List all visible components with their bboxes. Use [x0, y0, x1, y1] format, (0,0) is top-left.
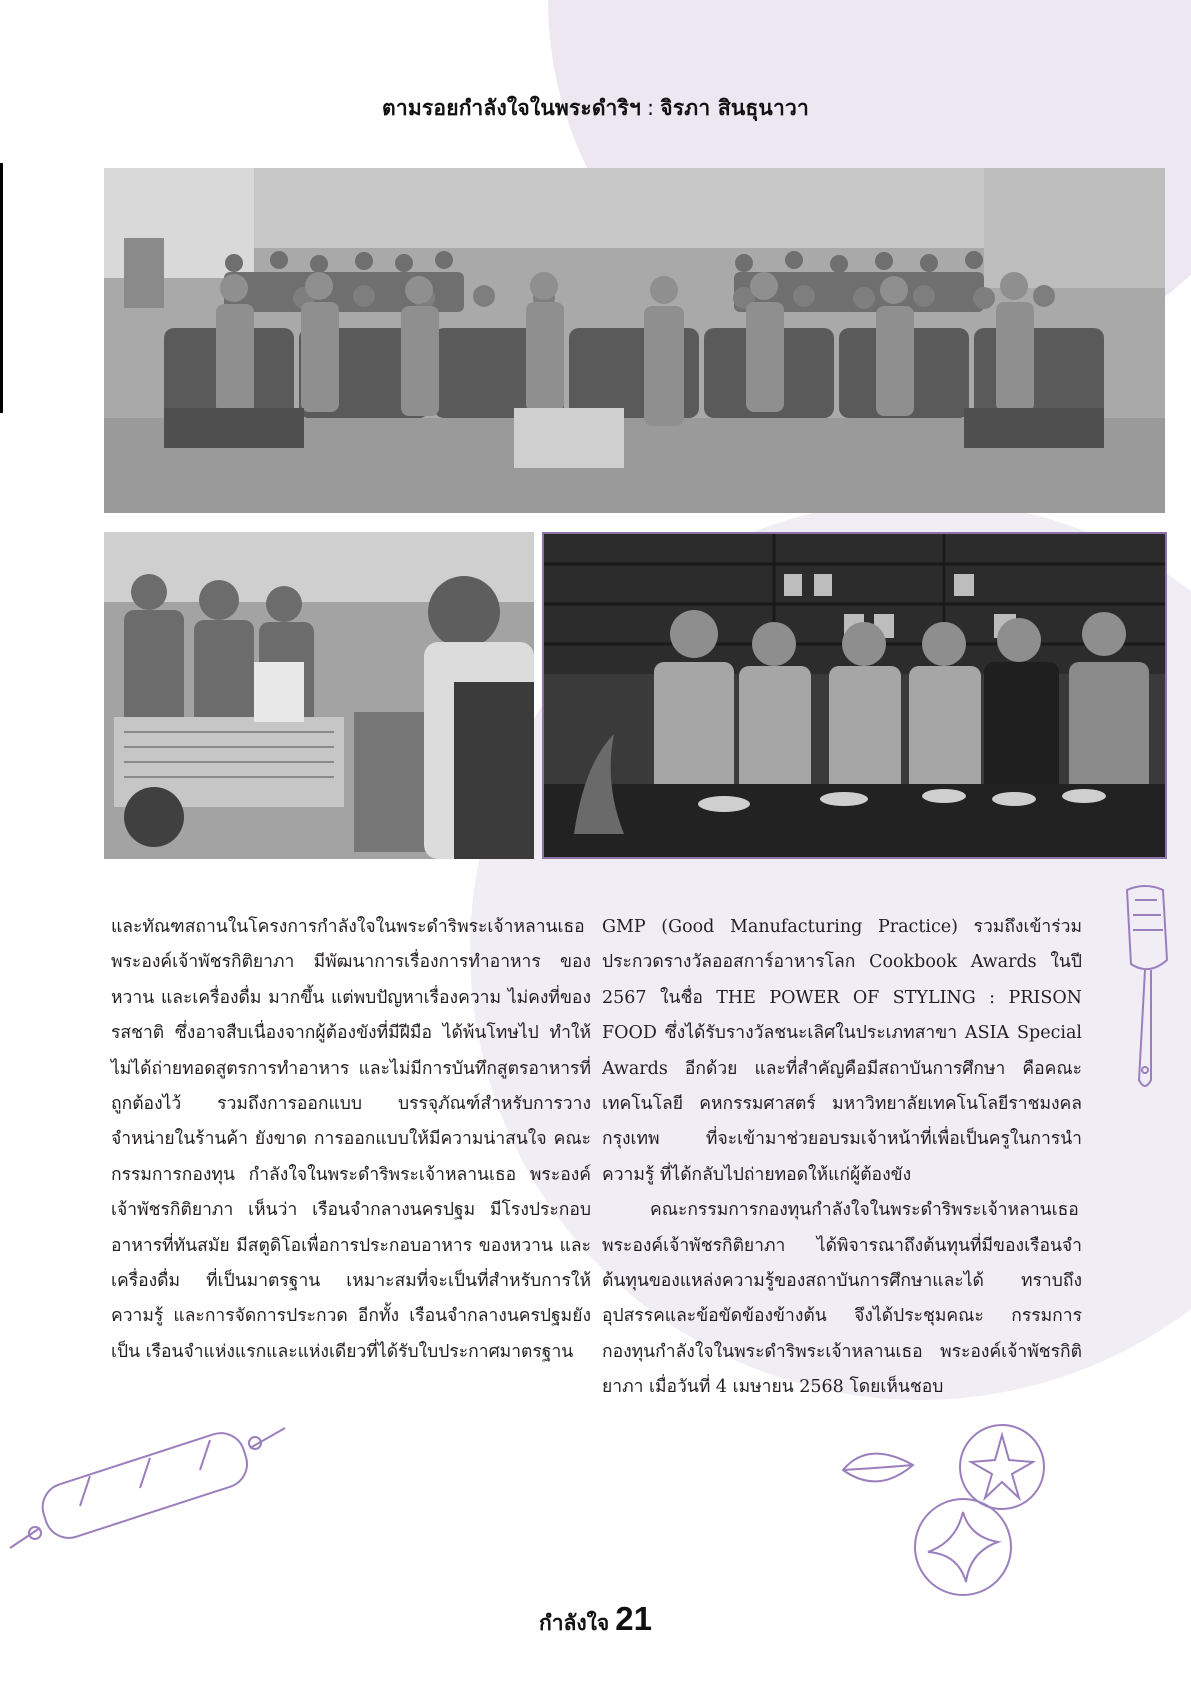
page-number: 21	[615, 1600, 652, 1637]
spatula-icon	[1105, 880, 1185, 1100]
body-column-left	[111, 910, 591, 1370]
page-footer	[0, 1600, 1191, 1640]
body-column-right	[602, 910, 1082, 1406]
flower-slice-icon	[908, 1492, 1018, 1602]
photo-group-holding-food	[542, 532, 1167, 859]
photo-ceremony-audience	[104, 168, 1165, 513]
page-header	[0, 92, 1191, 125]
footer-magazine-name: กำลังใจ	[539, 1612, 610, 1635]
body-paragraph-left: และทัณฑสถานในโครงการกำลังใจในพระดำริพระเจ้าหลานเธอ พระองค์เจ้าพัชรกิติยาภา มีพัฒนาการเรื่องการทำอาหาร ของหวาน และเครื่องดื่ม มากขึ้น แต่พบปัญหาเรื่องความ ไม่คงที่ของรสชาติ ซึ่งอาจสืบเนื่องจากผู้ต้องขังที่มีฝีมือ ได้พ้นโทษไป ทำให้ไม่ได้ถ่ายทอดสูตรการทำอาหาร และไม่มีการบันทึกสูตรอาหารที่ถูกต้องไว้ รวมถึงการออกแบบ บรรจุภัณฑ์สำหรับการวางจำหน่ายในร้านค้า ยังขาด การออกแบบให้มีความน่าสนใจ คณะกรรมการกองทุน กำลังใจในพระดำริพระเจ้าหลานเธอ พระองค์เจ้าพัชรกิติยาภา เห็นว่า เรือนจำกลางนครปฐม มีโรงประกอบอาหารที่ทันสมัย มีสตูดิโอเพื่อการประกอบอาหาร ของหวาน และเครื่องดื่ม ที่เป็นมาตรฐาน เหมาะสมที่จะเป็นที่สำหรับการให้ความรู้ และการจัดการประกวด อีกทั้ง เรือนจำกลางนครปฐมยังเป็น เรือนจำแห่งแรกและแห่งเดียวที่ได้รับใบประกาศมาตรฐาน	[111, 917, 591, 1362]
body-paragraph-right-1: GMP (Good Manufacturing Practice) รวมถึงเข้าร่วม ประกวดรางวัลออสการ์อาหารโลก Cookbook Awards ในปี 2567 ในชื่อ THE POWER OF STYLING : PRISON FOOD ซึ่งได้รับรางวัลชนะเลิศในประเภทสาขา ASIA Special Awards อีกด้วย และที่สำคัญคือมีสถาบันการศึกษา คือคณะเทคโนโลยี คหกรรมศาสตร์ มหาวิทยาลัยเทคโนโลยีราชมงคลกรุงเทพ ที่จะเข้ามาช่วยอบรมเจ้าหน้าที่เพื่อเป็นครูในการนำความรู้ ที่ได้กลับไปถ่ายทอดให้แก่ผู้ต้องขัง	[602, 917, 1082, 1185]
header-title: ตามรอยกำลังใจในพระดำริฯ	[382, 96, 642, 120]
page-edge-strip	[0, 163, 3, 413]
body-paragraph-right-2: คณะกรรมการกองทุนกำลังใจในพระดำริพระเจ้าหลานเธอ พระองค์เจ้าพัชรกิติยาภา ได้พิจารณาถึงต้นทุนที่มีของเรือนจำ ต้นทุนของแหล่งความรู้ของสถาบันการศึกษาและได้ ทราบถึงอุปสรรคและข้อขัดข้องข้างต้น จึงได้ประชุมคณะ กรรมการกองทุนกำลังใจในพระดำริพระเจ้าหลานเธอ พระองค์เจ้าพัชรกิติยาภา เมื่อวันที่ 4 เมษายน 2568 โดยเห็นชอบ	[602, 1200, 1082, 1398]
leaf-icon	[838, 1440, 918, 1500]
header-separator: :	[647, 96, 655, 120]
rolling-pin-icon	[0, 1398, 300, 1568]
header-author: จิรภา สินธุนาวา	[660, 96, 809, 120]
photo-coffee-demonstration	[104, 532, 534, 859]
